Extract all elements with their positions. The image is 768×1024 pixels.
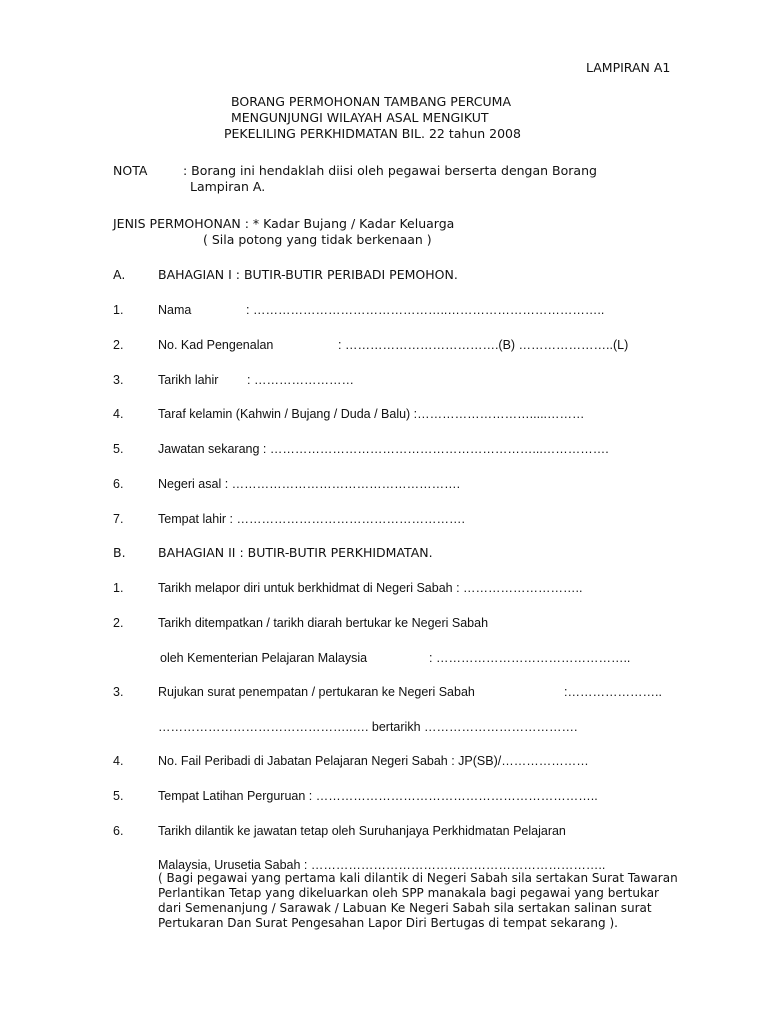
b-item-3-cont[interactable]: ………………………………………..…. bertarikh ………………………………. [158,720,578,734]
b-item-6-note-line4: Pertukaran Dan Surat Pengesahan Lapor Diri Bertugas di tempat sekarang ). [158,916,618,930]
b-item-2-cont: oleh Kementerian Pelajaran Malaysia [160,651,368,665]
form-title-line1: BORANG PERMOHONAN TAMBANG PERCUMA [231,94,511,109]
a-item-4-number: 4. [113,407,124,421]
a-item-4-label[interactable]: Taraf kelamin (Kahwin / Bujang / Duda / Balu) :……………………….....……… [158,407,585,421]
nota-text-line1: : Borang ini hendaklah diisi oleh pegawai berserta dengan Borang [183,163,597,178]
a-item-6-number: 6. [113,477,124,491]
b-item-6-note-line1: ( Bagi pegawai yang pertama kali dilantik di Negeri Sabah sila sertakan Surat Tawaran [158,871,678,885]
a-item-5-number: 5. [113,442,124,456]
b-item-3-fill[interactable]: :………………….. [564,685,662,699]
lampiran-label: LAMPIRAN A1 [586,60,671,75]
b-item-5-number: 5. [113,789,124,803]
b-item-6-label: Tarikh dilantik ke jawatan tetap oleh Suruhanjaya Perkhidmatan Pelajaran [158,824,566,838]
section-b-title: BAHAGIAN II : BUTIR-BUTIR PERKHIDMATAN. [158,545,433,560]
b-item-6-note-line3: dari Semenanjung / Sarawak / Labuan Ke Negeri Sabah sila sertakan salinan surat [158,901,652,915]
a-item-1-number: 1. [113,303,124,317]
a-item-1-fill[interactable]: : ………………………………………..……………………………….. [246,303,605,317]
b-item-1-label[interactable]: Tarikh melapor diri untuk berkhidmat di Negeri Sabah : ……………………….. [158,581,583,595]
b-item-4-label[interactable]: No. Fail Peribadi di Jabatan Pelajaran Negeri Sabah : JP(SB)/………………… [158,754,589,768]
b-item-6-cont[interactable]: Malaysia, Urusetia Sabah : …………………………………………………………….. [158,858,606,872]
section-a-letter: A. [113,267,126,282]
nota-text-line2: Lampiran A. [190,179,266,194]
a-item-7-label[interactable]: Tempat lahir : ………………………………………………. [158,512,465,526]
jenis-permohonan-note: ( Sila potong yang tidak berkenaan ) [203,232,432,247]
b-item-6-note-line2: Perlantikan Tetap yang dikeluarkan oleh SPP manakala bagi pegawai yang bertukar [158,886,659,900]
jenis-permohonan: JENIS PERMOHONAN : * Kadar Bujang / Kadar Keluarga [113,216,455,231]
a-item-7-number: 7. [113,512,124,526]
b-item-4-number: 4. [113,754,124,768]
a-item-2-label: No. Kad Pengenalan [158,338,274,352]
a-item-1-label: Nama [158,303,192,317]
b-item-5-label[interactable]: Tempat Latihan Perguruan : ………………………………………………………….. [158,789,598,803]
section-b-letter: B. [113,545,126,560]
b-item-1-number: 1. [113,581,124,595]
b-item-2-label: Tarikh ditempatkan / tarikh diarah bertukar ke Negeri Sabah [158,616,489,630]
section-a-title: BAHAGIAN I : BUTIR-BUTIR PERIBADI PEMOHON. [158,267,458,282]
form-title-line3: PEKELILING PERKHIDMATAN BIL. 22 tahun 2008 [224,126,521,141]
a-item-5-label[interactable]: Jawatan sekarang : ………………………………………………………...……………. [158,442,609,456]
a-item-2-fill[interactable]: : ……………………………….(B) …………………..(L) [338,338,629,352]
a-item-3-label: Tarikh lahir [158,373,219,387]
b-item-3-label: Rujukan surat penempatan / pertukaran ke Negeri Sabah [158,685,475,699]
a-item-6-label[interactable]: Negeri asal : ………………………………………………. [158,477,461,491]
b-item-6-number: 6. [113,824,124,838]
b-item-2-number: 2. [113,616,124,630]
a-item-3-number: 3. [113,373,124,387]
form-title-line2: MENGUNJUNGI WILAYAH ASAL MENGIKUT [231,110,489,125]
b-item-3-number: 3. [113,685,124,699]
a-item-2-number: 2. [113,338,124,352]
nota-label: NOTA [113,163,148,178]
b-item-2-fill[interactable]: : ……………………………………….. [429,651,631,665]
a-item-3-fill[interactable]: : …………………… [247,373,354,387]
